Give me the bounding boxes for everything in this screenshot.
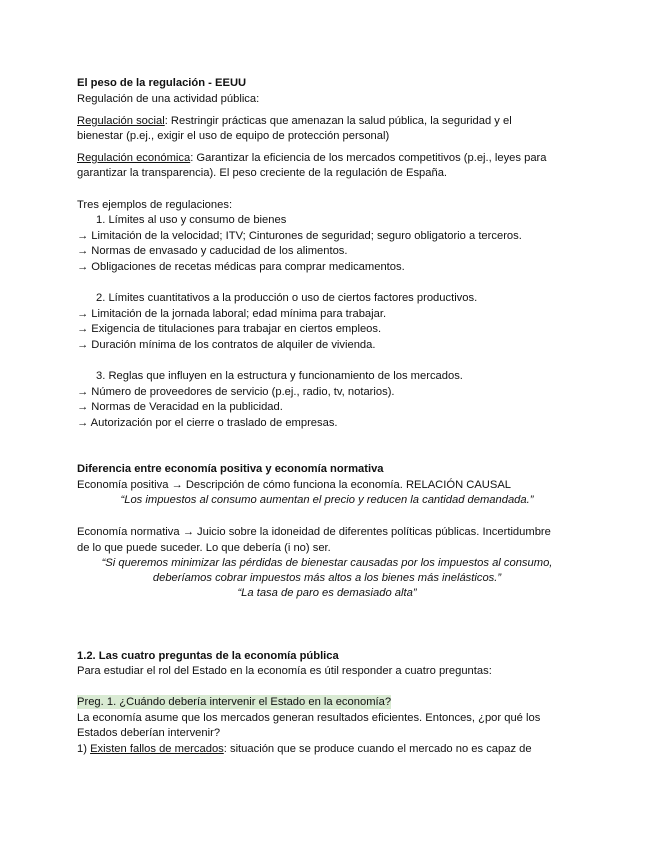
normative-quote-3: “La tasa de paro es demasiado alta” bbox=[237, 587, 417, 599]
four-questions-intro: Para estudiar el rol del Estado en la economía es útil responder a cuatro preguntas: bbox=[77, 665, 492, 677]
social-regulation-line-2: bienestar (p.ej., exigir el uso de equipo de protección personal) bbox=[77, 130, 390, 142]
list-item: → Normas de Veracidad en la publicidad. bbox=[77, 401, 283, 413]
list-item: → Limitación de la velocidad; ITV; Cinturones de seguridad; seguro obligatorio a terceros. bbox=[77, 230, 522, 242]
social-regulation-line-1 bbox=[77, 114, 512, 128]
list-item: → Normas de envasado y caducidad de los alimentos. bbox=[77, 245, 348, 257]
answer-line-2: Estados deberían intervenir? bbox=[77, 727, 221, 739]
list-item: → Duración mínima de los contratos de alquiler de vivienda. bbox=[77, 339, 376, 351]
list-item: → Autorización por el cierre o traslado de empresas. bbox=[77, 417, 338, 429]
economic-regulation-line-1 bbox=[77, 151, 546, 165]
point-1-line bbox=[77, 742, 532, 756]
point-1-text: : situación que se produce cuando el mercado no es capaz de bbox=[223, 743, 532, 755]
list-item: → Obligaciones de recetas médicas para comprar medicamentos. bbox=[77, 261, 405, 273]
social-regulation-text: : Restringir prácticas que amenazan la salud pública, la seguridad y el bbox=[164, 115, 512, 127]
question-1-highlight: Preg. 1. ¿Cuándo debería intervenir el Estado en la economía? bbox=[77, 696, 392, 708]
market-failures-label: Existen fallos de mercados bbox=[90, 743, 224, 755]
list-item: → Número de proveedores de servicio (p.ej., radio, tv, notarios). bbox=[77, 386, 395, 398]
regulation-subtitle: Regulación de una actividad pública: bbox=[77, 93, 260, 105]
normative-quote-1: “Si queremos minimizar las pérdidas de bienestar causadas por los impuestos al consumo, bbox=[101, 557, 553, 569]
normative-quote-2: deberíamos cobrar impuestos más altos a los bienes más inelásticos.” bbox=[152, 572, 502, 584]
group-1-heading: 1. Límites al uso y consumo de bienes bbox=[96, 214, 287, 226]
list-item: → Limitación de la jornada laboral; edad mínima para trabajar. bbox=[77, 308, 387, 320]
group-2-heading: 2. Límites cuantitativos a la producción o uso de ciertos factores productivos. bbox=[96, 292, 478, 304]
positive-quote: “Los impuestos al consumo aumentan el precio y reducen la cantidad demandada.” bbox=[120, 494, 534, 506]
section-title-positive-normative: Diferencia entre economía positiva y economía normativa bbox=[77, 463, 384, 475]
section-title-four-questions: 1.2. Las cuatro preguntas de la economía pública bbox=[77, 650, 339, 662]
group-3-heading: 3. Reglas que influyen en la estructura y funcionamiento de los mercados. bbox=[96, 370, 463, 382]
point-1-prefix: 1) bbox=[77, 743, 91, 755]
economic-regulation-line-2: garantizar la transparencia). El peso creciente de la regulación de España. bbox=[77, 167, 448, 179]
section-title-regulation: El peso de la regulación - EEUU bbox=[77, 77, 247, 89]
answer-line-1: La economía asume que los mercados generan resultados eficientes. Entonces, ¿por qué los bbox=[77, 712, 541, 724]
normative-economy-line-2: de lo que puede suceder. Lo que debería (i no) ser. bbox=[77, 542, 331, 554]
examples-intro: Tres ejemplos de regulaciones: bbox=[77, 199, 233, 211]
social-regulation-label: Regulación social bbox=[77, 115, 165, 127]
economic-regulation-label: Regulación económica bbox=[77, 152, 191, 164]
list-item: → Exigencia de titulaciones para trabajar en ciertos empleos. bbox=[77, 323, 382, 335]
normative-economy-line-1: Economía normativa → Juicio sobre la idoneidad de diferentes políticas públicas. Incertidumbre bbox=[77, 526, 551, 538]
positive-economy: Economía positiva → Descripción de cómo funciona la economía. RELACIÓN CAUSAL bbox=[77, 479, 512, 491]
economic-regulation-text: : Garantizar la eficiencia de los mercados competitivos (p.ej., leyes para bbox=[190, 152, 547, 164]
